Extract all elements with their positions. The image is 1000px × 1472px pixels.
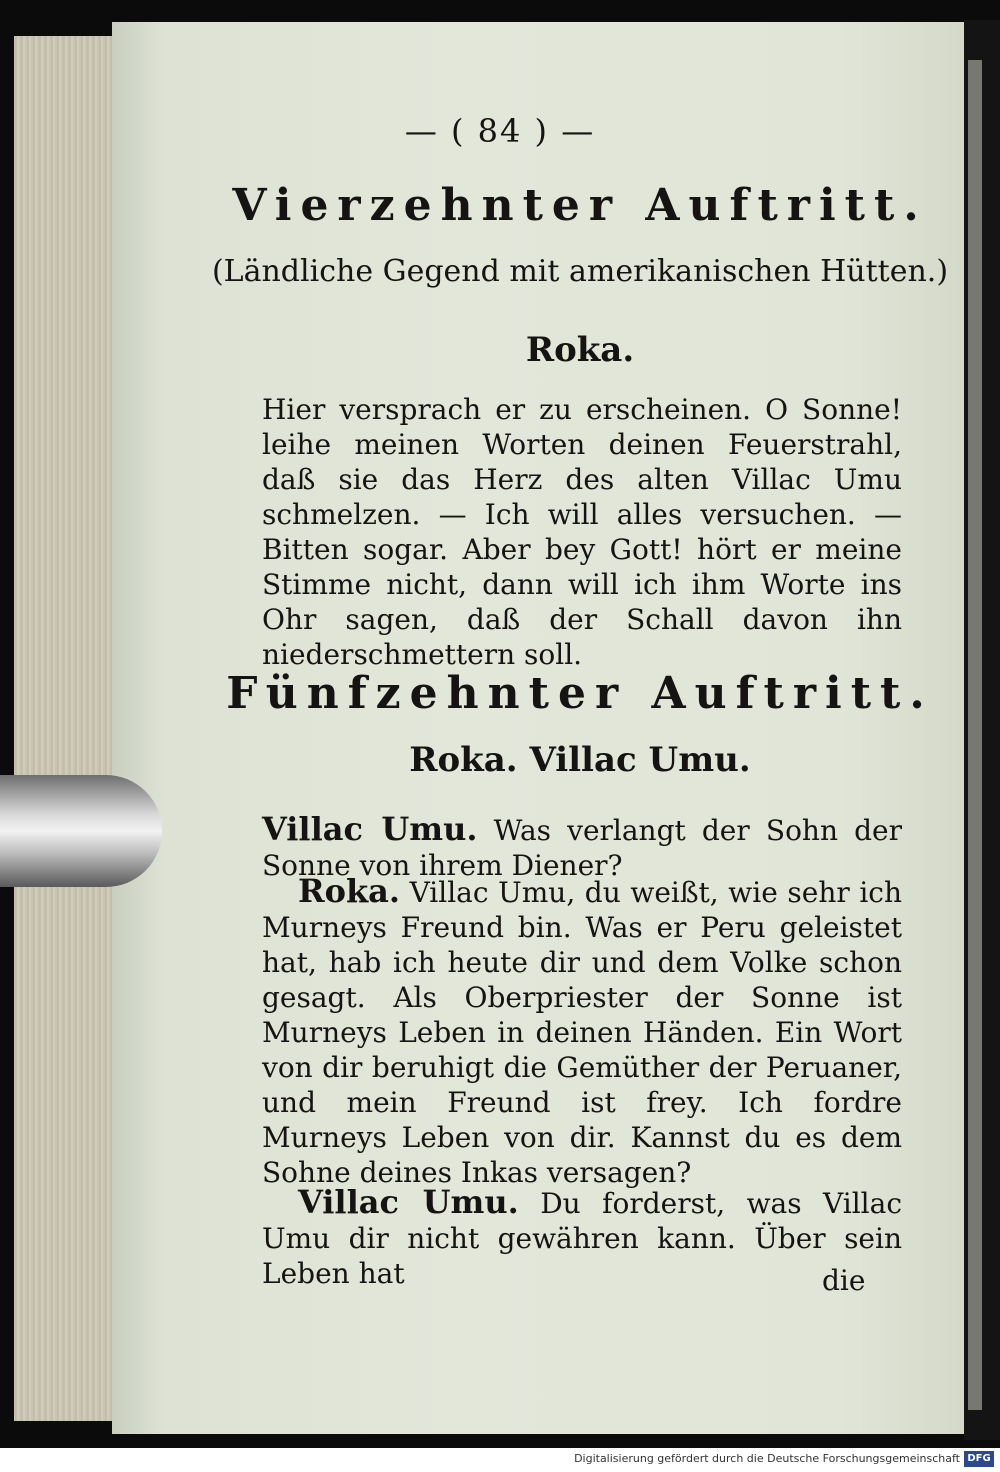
book-clamp [0,775,162,887]
book-page-stack [14,36,126,1421]
footer-bar [0,1448,1000,1472]
funding-credit: Digitalisierung gefördert durch die Deutsche Forschungsgemeinschaft [574,1452,960,1465]
speaker-name: Roka. [525,330,635,370]
stage-direction: (Ländliche Gegend mit amerikanischen Hütten.) [211,254,949,289]
scene-heading-14: Vierzehnter Auftritt. [232,180,928,231]
scene-heading-15: Fünfzehnter Auftritt. [226,668,934,719]
dialogue-speaker: Villac Umu. [298,1183,519,1221]
dialogue-paragraph [262,874,902,1190]
dfg-logo-icon: DFG [964,1451,994,1467]
monologue-paragraph: Hier versprach er zu erscheinen. O Sonne! leihe meinen Worten deinen Feuerstrahl, daß sie das Herz des alten Villac Umu schmelzen. — Ich will alles versuchen. — Bitten sogar. Aber bey Gott! hört er meine Stimme nicht, dann will ich ihm Worte ins Ohr sagen, daß der Schall davon ihn niederschmettern soll. [262,393,902,671]
dialogue-text: Du forderst, was Villac Umu dir nicht gewähren kann. Über sein Leben hat [262,1187,903,1290]
dialogue-speaker: Villac Umu. [262,810,478,848]
scene-characters: Roka. Villac Umu. [409,740,751,780]
dialogue-paragraph [262,1185,902,1291]
page-number: — ( 84 ) — [404,112,596,150]
dialogue-text: Was verlangt der Sohn der Sonne von ihrem Diener? [262,814,902,882]
dialogue-text: Villac Umu, du weißt, wie sehr ich Murneys Freund bin. Was er Peru geleistet hat, hab ich heute dir und dem Volke schon gesagt. Als Oberpriester der Sonne ist Murneys Leben in deinen Händen. Ein Wort von dir beruhigt die Gemüther der Peruaner, und mein Freund ist frey. Ich fordre Murneys Leben von dir. Kannst du es dem Sohne deines Inkas versagen? [262,876,902,1189]
dialogue-speaker: Roka. [298,872,400,910]
catchword: die [822,1264,866,1297]
